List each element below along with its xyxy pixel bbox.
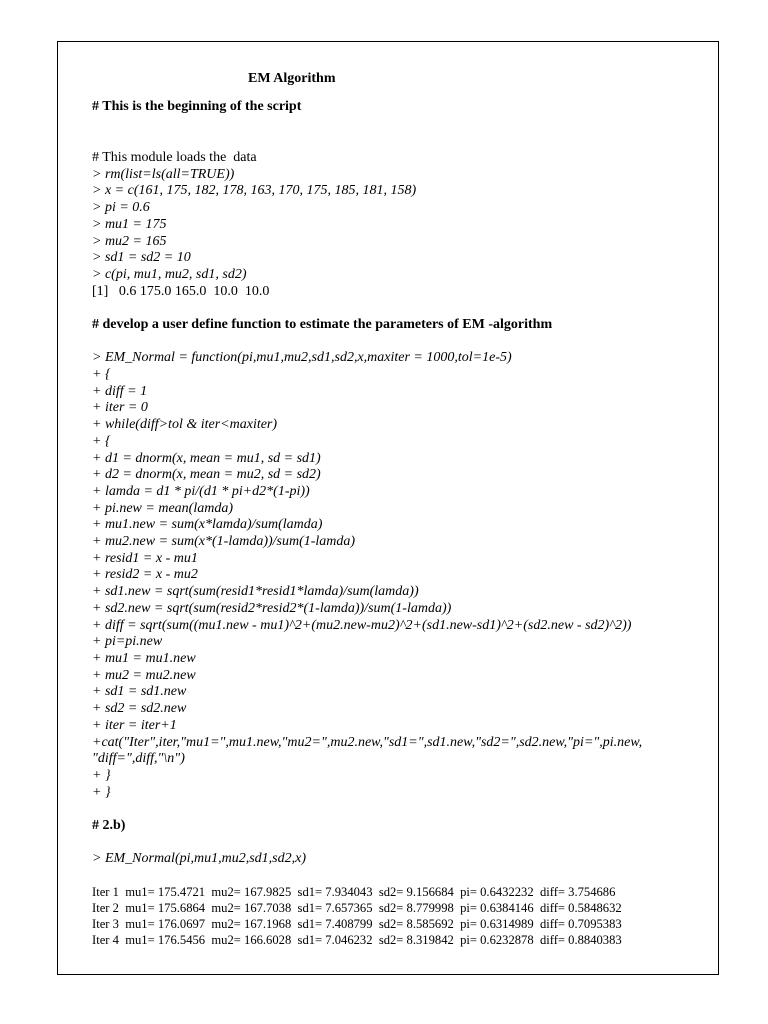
code-line: > pi = 0.6	[92, 200, 150, 216]
code-line: + while(diff>tol & iter<maxiter)	[92, 417, 278, 433]
code-line: + {	[92, 367, 111, 383]
code-line: + sd1.new = sqrt(sum(resid1*resid1*lamda)/sum(lamda))	[92, 584, 419, 600]
document-body	[92, 70, 712, 948]
heading-function: # develop a user define function to estimate the parameters of EM -algorithm	[92, 317, 553, 333]
iter-output-line: Iter 4 mu1= 176.5456 mu2= 166.6028 sd1= 7.046232 sd2= 8.319842 pi= 0.6232878 diff= 0.8840383	[92, 933, 622, 948]
code-line: "diff=",diff,"\n")	[92, 751, 185, 767]
code-line: + resid1 = x - mu1	[92, 550, 198, 566]
code-line: > mu1 = 175	[92, 216, 167, 232]
comment-load-data: # This module loads the data	[92, 150, 257, 165]
load-output: [1] 0.6 175.0 165.0 10.0 10.0	[92, 283, 270, 299]
code-line: + diff = sqrt(sum((mu1.new - mu1)^2+(mu2.new-mu2)^2+(sd1.new-sd1)^2+(sd2.new - sd2)^2))	[92, 617, 632, 633]
code-line: + resid2 = x - mu2	[92, 567, 198, 583]
code-line: + d1 = dnorm(x, mean = mu1, sd = sd1)	[92, 450, 321, 466]
code-line: + sd1 = sd1.new	[92, 684, 187, 700]
code-line: > EM_Normal = function(pi,mu1,mu2,sd1,sd2,x,maxiter = 1000,tol=1e-5)	[92, 350, 512, 366]
code-line: + pi.new = mean(lamda)	[92, 500, 233, 516]
iteration-output	[92, 884, 712, 948]
call-line: > EM_Normal(pi,mu1,mu2,sd1,sd2,x)	[92, 851, 306, 867]
function-code-block	[92, 350, 712, 801]
document-title: EM Algorithm	[248, 71, 336, 86]
heading-2b: # 2.b)	[92, 818, 126, 834]
code-line: > sd1 = sd2 = 10	[92, 250, 191, 266]
code-line: + d2 = dnorm(x, mean = mu2, sd = sd2)	[92, 467, 321, 483]
heading-script-start: # This is the beginning of the script	[92, 99, 302, 114]
code-line: + iter = iter+1	[92, 717, 177, 733]
code-line: + mu2.new = sum(x*(1-lamda))/sum(1-lamda)	[92, 534, 356, 550]
code-line: > mu2 = 165	[92, 233, 167, 249]
code-line: + lamda = d1 * pi/(d1 * pi+d2*(1-pi))	[92, 483, 310, 499]
code-line: + mu1 = mu1.new	[92, 650, 196, 666]
code-line: + diff = 1	[92, 383, 148, 399]
code-line: + pi=pi.new	[92, 634, 163, 650]
load-code-block	[92, 167, 712, 284]
code-line: + }	[92, 767, 111, 783]
code-line: + {	[92, 433, 111, 449]
code-line: > x = c(161, 175, 182, 178, 163, 170, 175, 185, 181, 158)	[92, 183, 417, 199]
code-line: > c(pi, mu1, mu2, sd1, sd2)	[92, 266, 247, 282]
code-line: + sd2.new = sqrt(sum(resid2*resid2*(1-lamda))/sum(1-lamda))	[92, 600, 452, 616]
iter-output-line: Iter 2 mu1= 175.6864 mu2= 167.7038 sd1= 7.657365 sd2= 8.779998 pi= 0.6384146 diff= 0.5848632	[92, 901, 622, 916]
iter-output-line: Iter 3 mu1= 176.0697 mu2= 167.1968 sd1= 7.408799 sd2= 8.585692 pi= 0.6314989 diff= 0.7095383	[92, 917, 622, 932]
code-line: + mu2 = mu2.new	[92, 667, 196, 683]
code-line: + }	[92, 784, 111, 800]
code-line: + iter = 0	[92, 400, 148, 416]
iter-output-line: Iter 1 mu1= 175.4721 mu2= 167.9825 sd1= 7.934043 sd2= 9.156684 pi= 0.6432232 diff= 3.754686	[92, 885, 616, 900]
code-line: + sd2 = sd2.new	[92, 701, 187, 717]
code-line: + mu1.new = sum(x*lamda)/sum(lamda)	[92, 517, 323, 533]
code-line: +cat("Iter",iter,"mu1=",mu1.new,"mu2=",mu2.new,"sd1=",sd1.new,"sd2=",sd2.new,"pi=",pi.new,	[92, 734, 643, 750]
code-line: > rm(list=ls(all=TRUE))	[92, 166, 235, 182]
